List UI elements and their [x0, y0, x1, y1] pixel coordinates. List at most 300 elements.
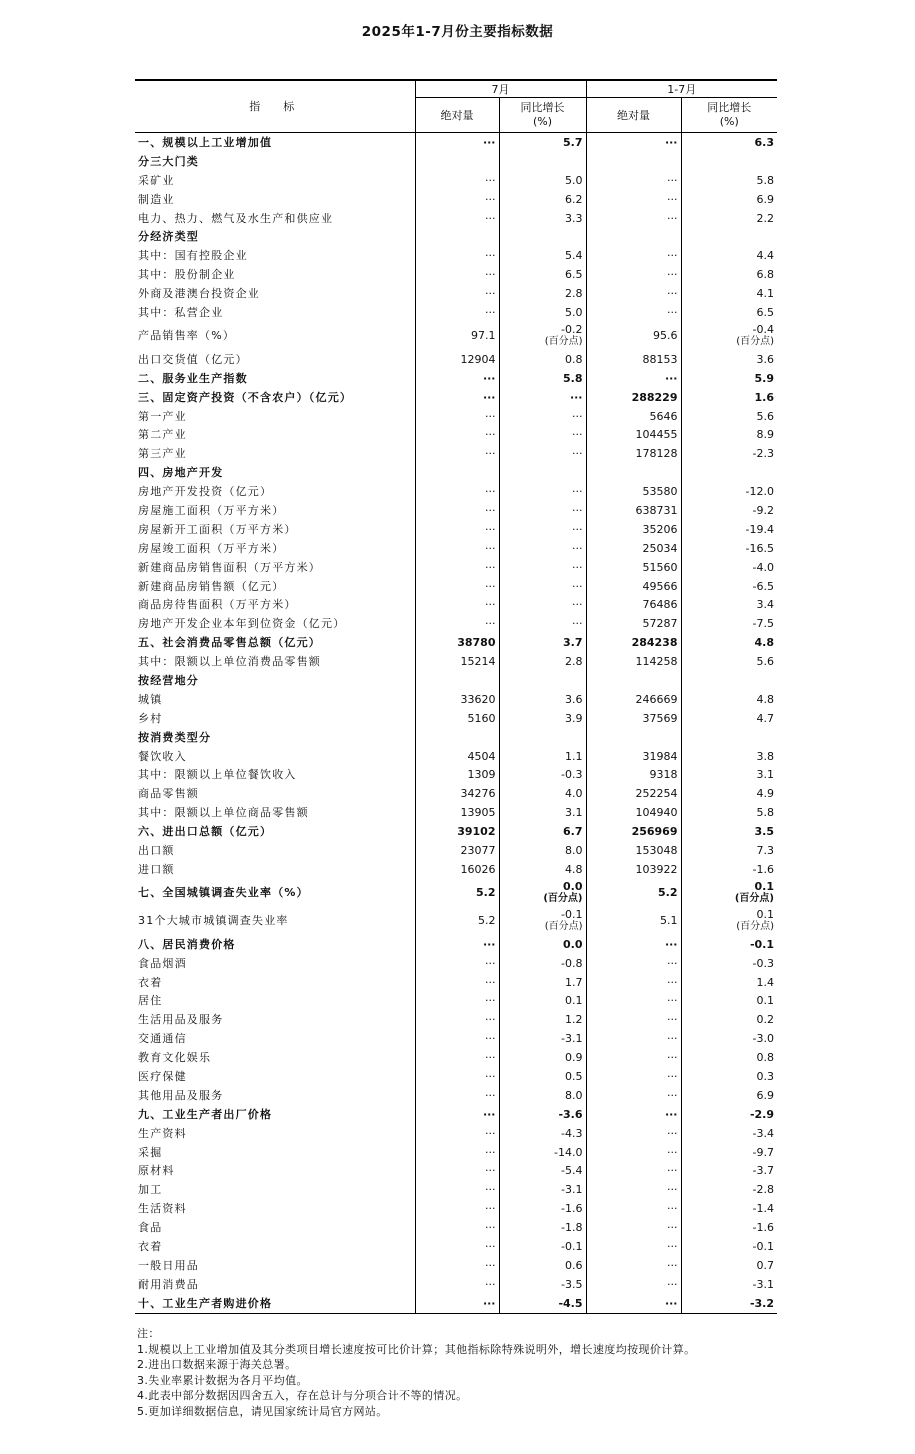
- note-item: 1.规模以上工业增加值及其分类项目增长速度按可比价计算；其他指标除特殊说明外，增长速度均按现价计算。: [137, 1342, 696, 1356]
- cell-yoy-month: ···: [499, 520, 586, 539]
- cell-value: 0.0: [563, 879, 583, 893]
- cell-yoy-cumulative: 0.7: [681, 1256, 777, 1275]
- cell-yoy-cumulative: [681, 463, 777, 482]
- row-label: 生活用品及服务: [138, 1013, 224, 1027]
- cell-yoy-month: 3.1: [499, 803, 586, 822]
- cell-abs-month: [415, 227, 499, 246]
- row-label: 一般日用品: [138, 1258, 199, 1272]
- cell-abs-cumulative: ···: [586, 1275, 681, 1294]
- row-label: 加工: [138, 1183, 163, 1197]
- cell-yoy-month: -0.3: [499, 766, 586, 785]
- cell-abs-month: ···: [415, 369, 499, 388]
- row-label: 乡村: [138, 711, 163, 725]
- cell-abs-month: ···: [415, 265, 499, 284]
- cell-yoy-month: -5.4: [499, 1162, 586, 1181]
- cell-abs-cumulative: ···: [586, 1029, 681, 1048]
- cell-yoy-cumulative: -0.1: [681, 1237, 777, 1256]
- cell-yoy-cumulative: -2.8: [681, 1180, 777, 1199]
- row-label: 三、固定资产投资（不含农户）（亿元）: [138, 390, 353, 404]
- cell-yoy-month: 8.0: [499, 841, 586, 860]
- cell-abs-cumulative: 37569: [586, 709, 681, 728]
- row-label: 31个大城市城镇调查失业率: [138, 914, 289, 928]
- row-label: 进口额: [138, 862, 175, 876]
- cell-yoy-month: 8.0: [499, 1086, 586, 1105]
- row-label: 商品房待售面积（万平方米）: [138, 598, 297, 612]
- cell-abs-month: 16026: [415, 860, 499, 879]
- note-item: 2.进出口数据来源于海关总署。: [137, 1358, 297, 1371]
- cell-abs-cumulative: 88153: [586, 350, 681, 369]
- table-row: [135, 766, 777, 785]
- header-yoy-unit: (%): [719, 115, 739, 128]
- cell-value: 0.1: [754, 879, 774, 893]
- cell-abs-cumulative: ···: [586, 1067, 681, 1086]
- cell-yoy-cumulative: -0.3: [681, 954, 777, 973]
- cell-yoy-month: ···: [499, 425, 586, 444]
- cell-abs-month: ···: [415, 577, 499, 596]
- cell-abs-month: ···: [415, 558, 499, 577]
- table-row: [135, 935, 777, 954]
- table-row: [135, 539, 777, 558]
- cell-yoy-cumulative: 0.3: [681, 1067, 777, 1086]
- row-label: 居住: [138, 994, 163, 1008]
- table-row: [135, 784, 777, 803]
- cell-abs-month: 5.2: [415, 879, 499, 907]
- cell-yoy-month: -4.3: [499, 1124, 586, 1143]
- cell-abs-cumulative: ···: [586, 935, 681, 954]
- cell-yoy-month: ···: [499, 558, 586, 577]
- cell-yoy-cumulative: 6.9: [681, 190, 777, 209]
- header-period-month: 7月: [415, 80, 586, 98]
- table-row: [135, 152, 777, 171]
- row-label: 外商及港澳台投资企业: [138, 287, 260, 301]
- cell-abs-month: ···: [415, 425, 499, 444]
- table-row: [135, 1124, 777, 1143]
- cell-value: -0.2: [561, 322, 583, 336]
- note-item: 5.更加详细数据信息，请见国家统计局官方网站。: [137, 1404, 388, 1418]
- cell-abs-cumulative: ···: [586, 1218, 681, 1237]
- table-row: [135, 1067, 777, 1086]
- cell-abs-cumulative: ···: [586, 133, 681, 152]
- cell-yoy-cumulative: 4.1: [681, 284, 777, 303]
- table-row: [135, 209, 777, 228]
- cell-yoy-month: 4.0: [499, 784, 586, 803]
- header-yoy-label: 同比增长: [707, 101, 752, 114]
- row-label: 其中：私营企业: [138, 305, 224, 319]
- table-row: [135, 992, 777, 1011]
- cell-abs-cumulative: 49566: [586, 577, 681, 596]
- cell-yoy-month: 3.7: [499, 633, 586, 652]
- cell-abs-cumulative: ···: [586, 1162, 681, 1181]
- cell-yoy-cumulative: [681, 152, 777, 171]
- cell-yoy-month: 5.0: [499, 171, 586, 190]
- cell-yoy-month: [499, 322, 586, 350]
- row-label: 电力、热力、燃气及水生产和供应业: [138, 211, 334, 225]
- cell-unit-note: (百分点): [734, 892, 774, 904]
- row-label: 房屋新开工面积（万平方米）: [138, 522, 297, 536]
- cell-yoy-month: [499, 879, 586, 907]
- cell-abs-month: [415, 728, 499, 747]
- cell-value: -0.1: [561, 907, 583, 921]
- cell-yoy-month: [499, 728, 586, 747]
- table-row: [135, 558, 777, 577]
- table-row: [135, 1029, 777, 1048]
- cell-abs-cumulative: ···: [586, 209, 681, 228]
- row-label: 分经济类型: [138, 230, 199, 244]
- cell-abs-month: ···: [415, 407, 499, 426]
- cell-abs-month: ···: [415, 1029, 499, 1048]
- cell-yoy-cumulative: 4.7: [681, 709, 777, 728]
- cell-yoy-month: 5.7: [499, 133, 586, 152]
- table-row: [135, 954, 777, 973]
- cell-yoy-month: -3.1: [499, 1029, 586, 1048]
- header-abs-cumulative: 绝对量: [586, 98, 681, 133]
- cell-yoy-cumulative: 4.8: [681, 633, 777, 652]
- row-label: 食品烟酒: [138, 956, 187, 970]
- cell-yoy-cumulative: -3.0: [681, 1029, 777, 1048]
- table-row: [135, 1143, 777, 1162]
- cell-yoy-cumulative: 4.4: [681, 246, 777, 265]
- cell-unit-note: (百分点): [544, 335, 583, 347]
- cell-yoy-cumulative: 6.9: [681, 1086, 777, 1105]
- row-label: 按消费类型分: [138, 730, 212, 744]
- cell-abs-cumulative: 35206: [586, 520, 681, 539]
- cell-abs-month: ···: [415, 1218, 499, 1237]
- table-row: [135, 284, 777, 303]
- table-row: [135, 1275, 777, 1294]
- cell-yoy-cumulative: -19.4: [681, 520, 777, 539]
- table-row: [135, 595, 777, 614]
- cell-yoy-cumulative: 4.8: [681, 690, 777, 709]
- row-label: 分三大门类: [138, 154, 199, 168]
- table-row: [135, 973, 777, 992]
- cell-abs-cumulative: 103922: [586, 860, 681, 879]
- cell-abs-month: ···: [415, 1237, 499, 1256]
- cell-abs-month: ···: [415, 973, 499, 992]
- table-row: [135, 350, 777, 369]
- cell-yoy-cumulative: -3.4: [681, 1124, 777, 1143]
- cell-yoy-month: 3.9: [499, 709, 586, 728]
- cell-yoy-month: -1.6: [499, 1199, 586, 1218]
- row-label: 医疗保健: [138, 1070, 187, 1084]
- cell-abs-cumulative: 53580: [586, 482, 681, 501]
- cell-abs-cumulative: ···: [586, 303, 681, 322]
- cell-yoy-month: -3.6: [499, 1105, 586, 1124]
- cell-abs-month: ···: [415, 992, 499, 1011]
- indicator-table: [135, 79, 777, 1314]
- row-label: 九、工业生产者出厂价格: [138, 1107, 273, 1121]
- cell-yoy-cumulative: 3.4: [681, 595, 777, 614]
- note-item: 3.失业率累计数据为各月平均值。: [137, 1373, 308, 1387]
- cell-yoy-cumulative: [681, 728, 777, 747]
- row-label: 商品零售额: [138, 787, 199, 801]
- cell-yoy-month: 5.4: [499, 246, 586, 265]
- table-row: [135, 879, 777, 907]
- cell-unit-note: (百分点): [543, 892, 583, 904]
- cell-yoy-cumulative: -1.6: [681, 1218, 777, 1237]
- row-label: 制造业: [138, 192, 175, 206]
- row-label: 出口额: [138, 844, 175, 857]
- cell-yoy-cumulative: 5.9: [681, 369, 777, 388]
- cell-yoy-cumulative: 2.2: [681, 209, 777, 228]
- cell-yoy-month: 1.2: [499, 1010, 586, 1029]
- cell-abs-month: 34276: [415, 784, 499, 803]
- cell-yoy-cumulative: [681, 671, 777, 690]
- row-label: 新建商品房销售额（亿元）: [138, 579, 285, 593]
- cell-abs-month: ···: [415, 614, 499, 633]
- cell-yoy-month: 1.7: [499, 973, 586, 992]
- cell-abs-month: ···: [415, 1294, 499, 1313]
- cell-abs-month: ···: [415, 190, 499, 209]
- cell-yoy-month: ···: [499, 407, 586, 426]
- table-row: [135, 1199, 777, 1218]
- cell-abs-cumulative: ···: [586, 171, 681, 190]
- cell-unit-note: (百分点): [736, 920, 774, 932]
- cell-yoy-cumulative: -16.5: [681, 539, 777, 558]
- row-label: 原材料: [138, 1164, 175, 1178]
- table-row: [135, 690, 777, 709]
- cell-unit-note: (百分点): [544, 920, 583, 932]
- cell-abs-month: 1309: [415, 766, 499, 785]
- table-row: [135, 709, 777, 728]
- cell-abs-cumulative: [586, 152, 681, 171]
- cell-abs-month: ···: [415, 1199, 499, 1218]
- cell-abs-cumulative: 284238: [586, 633, 681, 652]
- cell-yoy-cumulative: 6.3: [681, 133, 777, 152]
- cell-yoy-cumulative: -3.2: [681, 1294, 777, 1313]
- table-row: [135, 388, 777, 407]
- cell-yoy-cumulative: -1.4: [681, 1199, 777, 1218]
- table-row: [135, 322, 777, 350]
- cell-yoy-cumulative: 0.1: [681, 992, 777, 1011]
- cell-value: -0.4: [752, 322, 774, 336]
- cell-abs-cumulative: 104455: [586, 425, 681, 444]
- row-label: 衣着: [138, 975, 163, 989]
- cell-yoy-month: ···: [499, 444, 586, 463]
- cell-yoy-month: 6.7: [499, 822, 586, 841]
- cell-value: 0.1: [756, 907, 774, 921]
- cell-yoy-cumulative: -3.7: [681, 1162, 777, 1181]
- table-row: [135, 1180, 777, 1199]
- cell-abs-cumulative: ···: [586, 265, 681, 284]
- cell-abs-month: ···: [415, 133, 499, 152]
- row-label: 交通通信: [138, 1032, 187, 1046]
- cell-yoy-cumulative: 0.2: [681, 1010, 777, 1029]
- cell-abs-cumulative: ···: [586, 1048, 681, 1067]
- cell-abs-month: ···: [415, 1162, 499, 1181]
- table-row: [135, 907, 777, 935]
- cell-abs-cumulative: 5646: [586, 407, 681, 426]
- table-row: [135, 133, 777, 152]
- cell-yoy-month: -4.5: [499, 1294, 586, 1313]
- header-yoy-label: 同比增长: [520, 101, 565, 114]
- row-label: 餐饮收入: [138, 749, 187, 763]
- table-row: [135, 614, 777, 633]
- table-row: [135, 227, 777, 246]
- table-row: [135, 1218, 777, 1237]
- cell-abs-month: ···: [415, 388, 499, 407]
- table-row: [135, 803, 777, 822]
- cell-abs-cumulative: 57287: [586, 614, 681, 633]
- cell-abs-cumulative: 246669: [586, 690, 681, 709]
- row-label: 二、服务业生产指数: [138, 371, 248, 385]
- cell-abs-month: 4504: [415, 747, 499, 766]
- cell-abs-month: ···: [415, 1067, 499, 1086]
- cell-yoy-cumulative: 5.6: [681, 652, 777, 671]
- cell-abs-cumulative: 31984: [586, 747, 681, 766]
- table-row: [135, 190, 777, 209]
- cell-yoy-month: ···: [499, 595, 586, 614]
- cell-yoy-month: 2.8: [499, 284, 586, 303]
- row-label: 七、全国城镇调查失业率（%）: [138, 886, 309, 900]
- cell-abs-cumulative: ···: [586, 1180, 681, 1199]
- row-label: 其中：国有控股企业: [138, 249, 248, 263]
- cell-abs-cumulative: 638731: [586, 501, 681, 520]
- cell-abs-cumulative: ···: [586, 973, 681, 992]
- cell-yoy-month: 0.0: [499, 935, 586, 954]
- cell-abs-month: ···: [415, 595, 499, 614]
- cell-abs-cumulative: ···: [586, 954, 681, 973]
- table-row: [135, 425, 777, 444]
- cell-yoy-month: -0.8: [499, 954, 586, 973]
- table-row: [135, 520, 777, 539]
- cell-yoy-month: -14.0: [499, 1143, 586, 1162]
- cell-abs-month: 12904: [415, 350, 499, 369]
- cell-abs-month: ···: [415, 246, 499, 265]
- row-label: 房地产开发企业本年到位资金（亿元）: [138, 617, 346, 631]
- table-row: [135, 1256, 777, 1275]
- cell-yoy-cumulative: 1.4: [681, 973, 777, 992]
- table-row: [135, 633, 777, 652]
- cell-yoy-cumulative: [681, 322, 777, 350]
- row-label: 房屋施工面积（万平方米）: [138, 503, 285, 517]
- cell-abs-month: 39102: [415, 822, 499, 841]
- table-row: [135, 265, 777, 284]
- row-label: 按经营地分: [138, 673, 199, 687]
- table-row: [135, 1086, 777, 1105]
- cell-abs-month: ···: [415, 935, 499, 954]
- table-row: [135, 246, 777, 265]
- cell-yoy-cumulative: 0.8: [681, 1048, 777, 1067]
- cell-abs-cumulative: ···: [586, 1086, 681, 1105]
- cell-yoy-cumulative: 1.6: [681, 388, 777, 407]
- cell-abs-month: ···: [415, 1256, 499, 1275]
- row-label: 房屋竣工面积（万平方米）: [138, 541, 285, 555]
- cell-yoy-cumulative: -2.3: [681, 444, 777, 463]
- cell-yoy-cumulative: -7.5: [681, 614, 777, 633]
- row-label: 八、居民消费价格: [138, 937, 236, 951]
- cell-abs-cumulative: ···: [586, 1294, 681, 1313]
- row-label: 教育文化娱乐: [138, 1051, 212, 1065]
- header-yoy-month: [499, 98, 586, 133]
- cell-abs-month: [415, 152, 499, 171]
- cell-abs-month: ···: [415, 1105, 499, 1124]
- cell-yoy-cumulative: -4.0: [681, 558, 777, 577]
- cell-abs-cumulative: ···: [586, 369, 681, 388]
- table-row: [135, 1237, 777, 1256]
- row-label: 六、进出口总额（亿元）: [138, 825, 273, 839]
- row-label: 其他用品及服务: [138, 1088, 224, 1102]
- cell-abs-month: 13905: [415, 803, 499, 822]
- row-label: 房地产开发投资（亿元）: [138, 485, 273, 499]
- cell-yoy-month: [499, 463, 586, 482]
- header-yoy-cumulative: [681, 98, 777, 133]
- cell-yoy-cumulative: -12.0: [681, 482, 777, 501]
- cell-abs-cumulative: 153048: [586, 841, 681, 860]
- table-row: [135, 1010, 777, 1029]
- cell-abs-month: 97.1: [415, 322, 499, 350]
- cell-abs-cumulative: ···: [586, 1143, 681, 1162]
- cell-yoy-cumulative: 3.1: [681, 766, 777, 785]
- cell-abs-cumulative: ···: [586, 1105, 681, 1124]
- table-row: [135, 747, 777, 766]
- cell-abs-cumulative: 178128: [586, 444, 681, 463]
- cell-yoy-month: [499, 227, 586, 246]
- cell-yoy-month: 5.8: [499, 369, 586, 388]
- cell-yoy-month: ···: [499, 388, 586, 407]
- cell-abs-cumulative: ···: [586, 1199, 681, 1218]
- table-row: [135, 482, 777, 501]
- cell-abs-month: [415, 671, 499, 690]
- cell-yoy-month: [499, 152, 586, 171]
- cell-yoy-month: 0.1: [499, 992, 586, 1011]
- cell-abs-month: ···: [415, 501, 499, 520]
- cell-abs-cumulative: 5.1: [586, 907, 681, 935]
- cell-abs-cumulative: 25034: [586, 539, 681, 558]
- table-row: [135, 841, 777, 860]
- row-label: 生产资料: [138, 1126, 187, 1140]
- cell-yoy-cumulative: 8.9: [681, 425, 777, 444]
- cell-abs-cumulative: ···: [586, 1010, 681, 1029]
- row-label: 其中：限额以上单位商品零售额: [138, 806, 309, 820]
- header-row-periods: [135, 80, 777, 98]
- row-label: 产品销售率（%）: [138, 329, 236, 343]
- cell-yoy-month: 1.1: [499, 747, 586, 766]
- cell-abs-month: ···: [415, 444, 499, 463]
- cell-yoy-month: ···: [499, 539, 586, 558]
- cell-yoy-month: ···: [499, 482, 586, 501]
- table-row: [135, 860, 777, 879]
- row-label: 采矿业: [138, 173, 175, 187]
- cell-abs-cumulative: 5.2: [586, 879, 681, 907]
- table-row: [135, 407, 777, 426]
- header-abs-month: 绝对量: [415, 98, 499, 133]
- cell-abs-month: ···: [415, 1086, 499, 1105]
- table-row: [135, 728, 777, 747]
- row-label: 十、工业生产者购进价格: [135, 1294, 415, 1313]
- cell-abs-month: ···: [415, 209, 499, 228]
- row-label: 其中：限额以上单位消费品零售额: [138, 655, 321, 669]
- row-label: 第一产业: [138, 409, 187, 423]
- cell-abs-cumulative: ···: [586, 246, 681, 265]
- cell-yoy-cumulative: 5.6: [681, 407, 777, 426]
- cell-abs-cumulative: 114258: [586, 652, 681, 671]
- cell-yoy-month: 0.6: [499, 1256, 586, 1275]
- cell-yoy-cumulative: -0.1: [681, 935, 777, 954]
- row-label: 五、社会消费品零售总额（亿元）: [138, 636, 321, 650]
- cell-yoy-month: 0.5: [499, 1067, 586, 1086]
- table-row: [135, 1162, 777, 1181]
- cell-abs-month: ···: [415, 1010, 499, 1029]
- cell-yoy-cumulative: -6.5: [681, 577, 777, 596]
- table-row: [135, 171, 777, 190]
- header-period-cumulative: 1-7月: [586, 80, 777, 98]
- cell-abs-month: ···: [415, 520, 499, 539]
- cell-yoy-month: -3.5: [499, 1275, 586, 1294]
- cell-abs-cumulative: 252254: [586, 784, 681, 803]
- cell-yoy-month: 4.8: [499, 860, 586, 879]
- cell-yoy-month: 2.8: [499, 652, 586, 671]
- cell-abs-cumulative: ···: [586, 190, 681, 209]
